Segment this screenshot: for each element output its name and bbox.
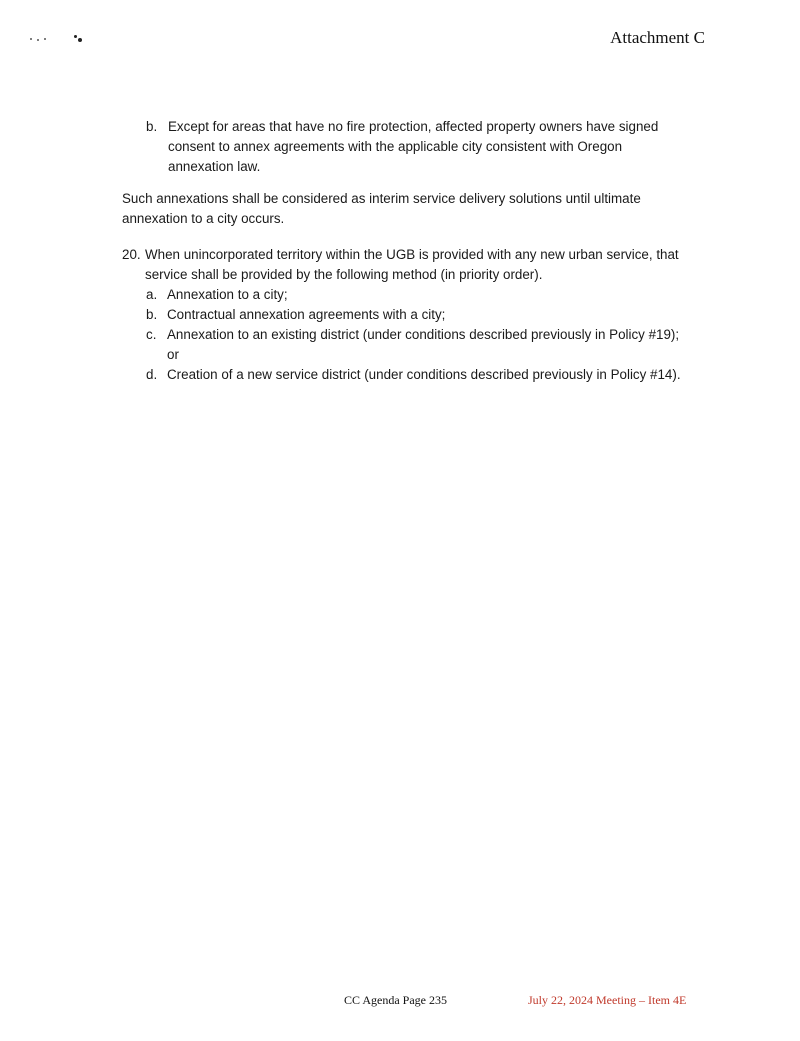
interim-paragraph: Such annexations shall be considered as interim service delivery solutions until ultimate annexation to a city occurs. <box>122 191 641 226</box>
footer-page-number: CC Agenda Page 235 <box>344 993 447 1007</box>
item-text: Annexation to an existing district (under conditions described previously in Policy #19); or <box>167 327 680 362</box>
item-label: b. <box>146 307 158 322</box>
item-text: Annexation to a city; <box>167 287 288 302</box>
scan-speck <box>78 38 82 42</box>
policy-number: 20. <box>122 247 141 262</box>
scan-speck <box>74 35 77 38</box>
attachment-label: Attachment C <box>610 28 705 47</box>
item-text: Creation of a new service district (under conditions described previously in Policy #14). <box>167 367 681 382</box>
footer-meeting-info: July 22, 2024 Meeting – Item 4E <box>528 993 687 1007</box>
item-label: d. <box>146 367 158 382</box>
list-item <box>122 365 682 385</box>
item-text: Except for areas that have no fire protection, affected property owners have signed consent to annex agreements with the applicable city consistent with Oregon annexation law. <box>168 119 659 174</box>
policy-20 <box>122 245 682 385</box>
policy-text: When unincorporated territory within the UGB is provided with any new urban service, that service shall be provided by the following method (in priority order). <box>145 247 679 282</box>
list-item <box>122 325 682 365</box>
list-item-b <box>146 117 676 177</box>
scan-speck <box>44 38 46 40</box>
scan-speck <box>30 38 32 40</box>
list-item <box>122 285 682 305</box>
scan-speck <box>37 39 39 41</box>
item-label: c. <box>146 327 157 342</box>
item-label: a. <box>146 287 158 302</box>
item-text: Contractual annexation agreements with a city; <box>167 307 446 322</box>
item-label: b. <box>146 119 158 134</box>
list-item <box>122 305 682 325</box>
